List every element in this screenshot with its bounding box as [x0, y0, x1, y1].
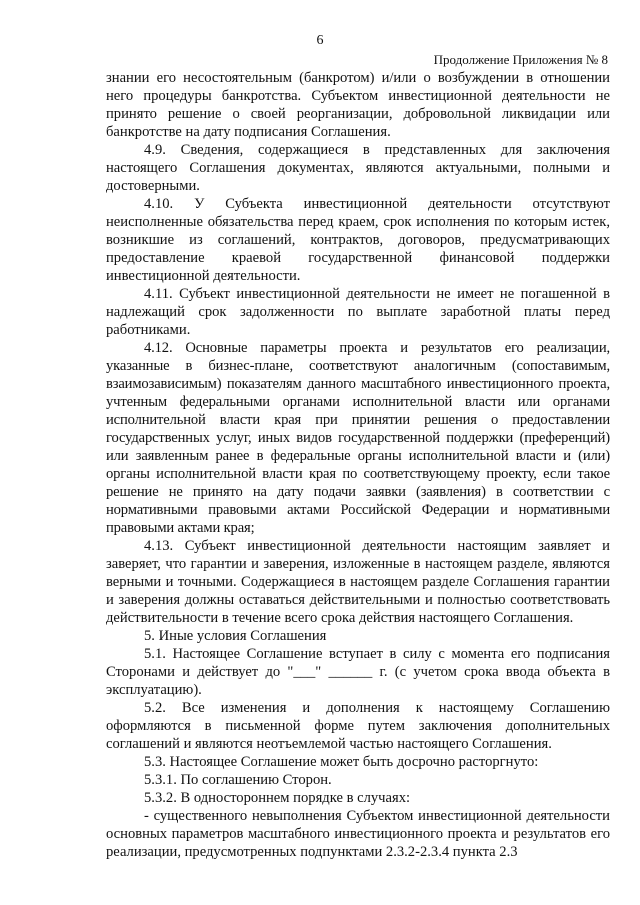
section-5-heading: 5. Иные условия Соглашения: [144, 628, 327, 644]
paragraph-5-3-2: 5.3.2. В одностороннем порядке в случаях:: [144, 790, 411, 806]
paragraph-5-2: 5.2. Все изменения и дополнения к настоящему Соглашению оформляются в письменной форме путем заключения дополнительных соглашений и являются неотъемлемой частью настоящего Соглашения.: [106, 700, 610, 752]
paragraph-4-13: 4.13. Субъект инвестиционной деятельности настоящим заявляет и заверяет, что гарантии и заверения, изложенные в настоящем разделе, являются верными и точными. Содержащиеся в настоящем разделе Соглашения гарантии и заверения должны оставаться действительными и полностью соответствовать действительности в течение всего срока действия настоящего Соглашения.: [106, 538, 610, 626]
paragraph-4-9: 4.9. Сведения, содержащиеся в представленных для заключения настоящего Соглашения документах, являются актуальными, полными и достоверными.: [106, 142, 610, 194]
paragraph-4-8-continuation: знании его несостоятельным (банкротом) и/или о возбуждении в отношении него процедуры банкротства. Субъектом инвестиционной деятельности не принято решение о своей реорганизации, добровольной ликвидации или банкротстве на дату подписания Соглашения.: [106, 70, 610, 140]
paragraph-4-11: 4.11. Субъект инвестиционной деятельности не имеет не погашенной в надлежащий срок задолженности по выплате заработной платы перед работниками.: [106, 286, 610, 338]
document-body: [106, 69, 610, 861]
paragraph-4-12: 4.12. Основные параметры проекта и результатов его реализации, указанные в бизнес-плане, соответствуют аналогичным (сопоставимым, взаимозависимым) показателям данного масштабного инвестиционного проекта, учтенным федеральными органами исполнительной власти или органами исполнительной власти края при принятии решения о предоставлении государственных услуг, иных видов государственной поддержки (преференций) или заявленным ранее в федеральные органы исполнительной власти и (или) органы исполнительной власти края по соответствующему проекту, если такое решение не принято на дату подачи заявки (заявления) в соответствии с нормативными правовыми актами Российской Федерации и нормативными правовыми актами края;: [106, 340, 610, 536]
paragraph-5-3-1: 5.3.1. По соглашению Сторон.: [144, 772, 332, 788]
paragraph-4-10: 4.10. У Субъекта инвестиционной деятельности отсутствуют неисполненные обязательства перед краем, срок исполнения по которым истек, возникшие из соглашений, контрактов, договоров, предусматривающих предоставление краевой государственной финансовой поддержки инвестиционной деятельности.: [106, 196, 610, 284]
paragraph-5-1: 5.1. Настоящее Соглашение вступает в силу с момента его подписания Сторонами и действует до "___" ______ г. (с учетом срока ввода объекта в эксплуатацию).: [106, 646, 610, 698]
paragraph-5-3: 5.3. Настоящее Соглашение может быть досрочно расторгнуто:: [144, 754, 539, 770]
appendix-continuation-note: Продолжение Приложения № 8: [433, 52, 608, 67]
page-number: 6: [316, 33, 324, 48]
paragraph-5-3-2-item: - существенного невыполнения Субъектом инвестиционной деятельности основных параметров масштабного инвестиционного проекта и результатов его реализации, предусмотренных подпунктами 2.3.2-2.3.4 пункта 2.3: [106, 808, 610, 860]
